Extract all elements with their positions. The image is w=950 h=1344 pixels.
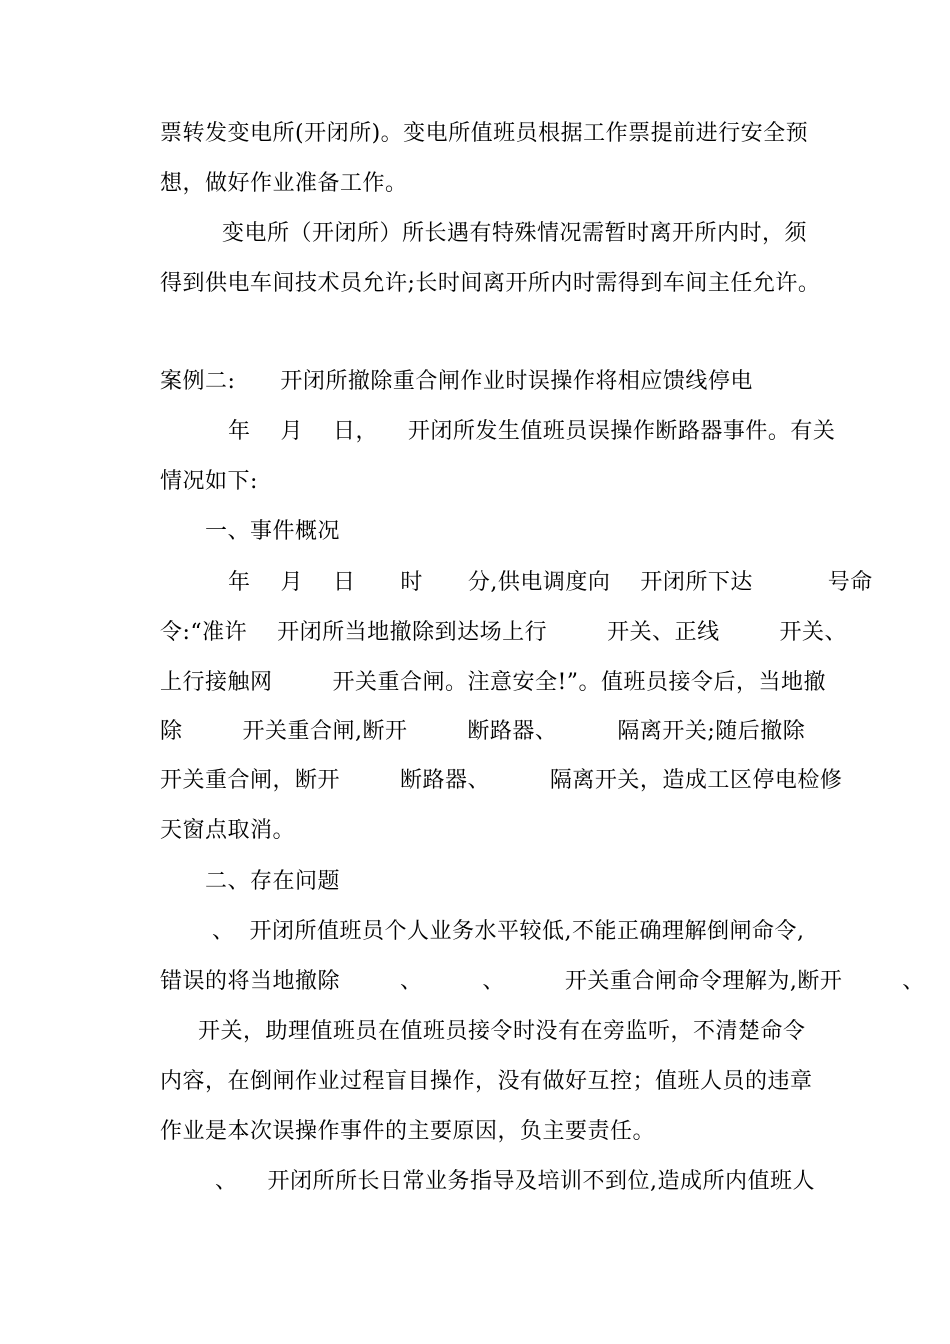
text-line-9: 年 月 日 时 分,供电调度向 开闭所下达 号命 bbox=[228, 570, 873, 595]
text-line-17: 错误的将当地撤除 、 、 开关重合闸命令理解为,断开 、 bbox=[160, 969, 925, 994]
text-line-21: 、 开闭所所长日常业务指导及培训不到位,造成所内值班人 bbox=[215, 1169, 815, 1194]
text-line-10: 令:“准许 开闭所当地撤除到达场上行 开关、正线 开关、 bbox=[160, 620, 848, 645]
text-line-11: 上行接触网 开关重合闸。注意安全!”。值班员接令后，当地撤 bbox=[160, 670, 827, 695]
section-heading-2: 二、存在问题 bbox=[205, 869, 341, 894]
text-line-4: 得到供电车间技术员允许;长时间离开所内时需得到车间主任允许。 bbox=[160, 271, 821, 296]
text-line-6: 年 月 日， 开闭所发生值班员误操作断路器事件。有关 bbox=[228, 419, 836, 444]
text-line-1: 票转发变电所(开闭所)。变电所值班员根据工作票提前进行安全预 bbox=[160, 121, 809, 146]
text-line-12: 除 开关重合闸,断开 断路器、 隔离开关;随后撤除 bbox=[160, 719, 806, 744]
text-line-18: 开关，助理值班员在值班员接令时没有在旁监听，不清楚命令 bbox=[198, 1019, 806, 1044]
text-line-3: 变电所（开闭所）所长遇有特殊情况需暂时离开所内时，须 bbox=[222, 221, 808, 246]
text-line-20: 作业是本次误操作事件的主要原因，负主要责任。 bbox=[160, 1119, 656, 1144]
section-heading-1: 一、事件概况 bbox=[205, 519, 341, 544]
text-line-2: 想，做好作业准备工作。 bbox=[160, 171, 408, 196]
text-line-13: 开关重合闸，断开 断路器、 隔离开关，造成工区停电检修 bbox=[160, 768, 843, 793]
text-line-19: 内容，在倒闸作业过程盲目操作，没有做好互控；值班人员的违章 bbox=[160, 1069, 813, 1094]
text-line-16: 、 开闭所值班员个人业务水平较低,不能正确理解倒闸命令, bbox=[212, 919, 805, 944]
case-heading: 案例二: 开闭所撤除重合闸作业时误操作将相应馈线停电 bbox=[160, 369, 753, 394]
text-line-14: 天窗点取消。 bbox=[160, 818, 296, 843]
text-line-7: 情况如下: bbox=[160, 469, 258, 494]
